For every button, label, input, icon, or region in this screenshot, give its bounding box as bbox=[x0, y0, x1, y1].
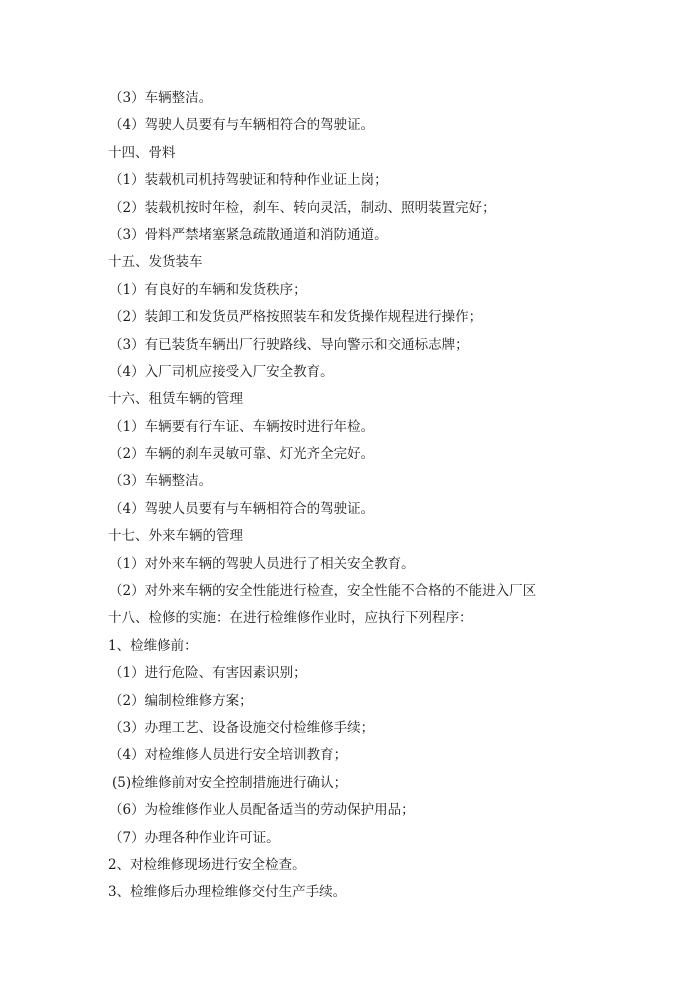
list-item: （1）有良好的车辆和发货秩序； bbox=[109, 281, 307, 298]
list-item: （3）办理工艺、设备设施交付检维修手续； bbox=[109, 719, 375, 736]
list-item: （3）车辆整洁。 bbox=[109, 90, 213, 106]
section-heading: 十五、发货装车 bbox=[108, 254, 203, 271]
list-item: （2）编制检维修方案； bbox=[109, 692, 253, 709]
list-item: （4）驾驶人员要有与车辆相符合的驾驶证。 bbox=[109, 500, 375, 517]
list-item: (5)检维修前对安全控制措施进行确认； bbox=[112, 774, 348, 791]
list-item: （1）进行危险、有害因素识别； bbox=[109, 665, 307, 682]
list-item: （4）入厂司机应接受入厂安全教育。 bbox=[109, 363, 334, 380]
list-item: （2）车辆的刹车灵敏可靠、灯光齐全完好。 bbox=[109, 446, 375, 463]
section-heading: 十四、骨料 bbox=[108, 144, 176, 161]
list-item: （2）装载机按时年检，刹车、转向灵活，制动、照明装置完好； bbox=[109, 199, 496, 216]
section-heading: 十八、检修的实施：在进行检维修作业时，应执行下列程序： bbox=[108, 610, 473, 627]
subsection-heading: 2、对检维修现场进行安全检查。 bbox=[108, 856, 306, 873]
list-item: （3）有已装货车辆出厂行驶路线、导向警示和交通标志牌； bbox=[109, 336, 469, 353]
list-item: （2）对外来车辆的安全性能进行检查，安全性能不合格的不能进入厂区 bbox=[109, 583, 537, 600]
list-item: （3）车辆整洁。 bbox=[109, 473, 213, 490]
list-item: （4）驾驶人员要有与车辆相符合的驾驶证。 bbox=[109, 117, 375, 134]
document-body bbox=[0, 85, 700, 907]
section-heading: 十六、租赁车辆的管理 bbox=[108, 391, 243, 408]
list-item: （1）对外来车辆的驾驶人员进行了相关安全教育。 bbox=[109, 555, 415, 572]
list-item: （2）装卸工和发货员严格按照装车和发货操作规程进行操作； bbox=[109, 309, 483, 326]
subsection-heading: 3、检维修后办理检维修交付生产手续。 bbox=[108, 884, 347, 901]
section-heading: 十七、外来车辆的管理 bbox=[108, 528, 243, 545]
list-item: （3）骨料严禁堵塞紧急疏散通道和消防通道。 bbox=[109, 226, 388, 243]
list-item: （7）办理各种作业许可证。 bbox=[109, 829, 280, 846]
list-item: （1）车辆要有行车证、车辆按时进行年检。 bbox=[109, 418, 375, 435]
list-item: （1）装载机司机持驾驶证和特种作业证上岗； bbox=[109, 172, 388, 189]
list-item: （6）为检维修作业人员配备适当的劳动保护用品； bbox=[109, 802, 415, 819]
list-item: （4）对检维修人员进行安全培训教育； bbox=[109, 747, 348, 764]
subsection-heading: 1、检维修前： bbox=[108, 637, 198, 654]
